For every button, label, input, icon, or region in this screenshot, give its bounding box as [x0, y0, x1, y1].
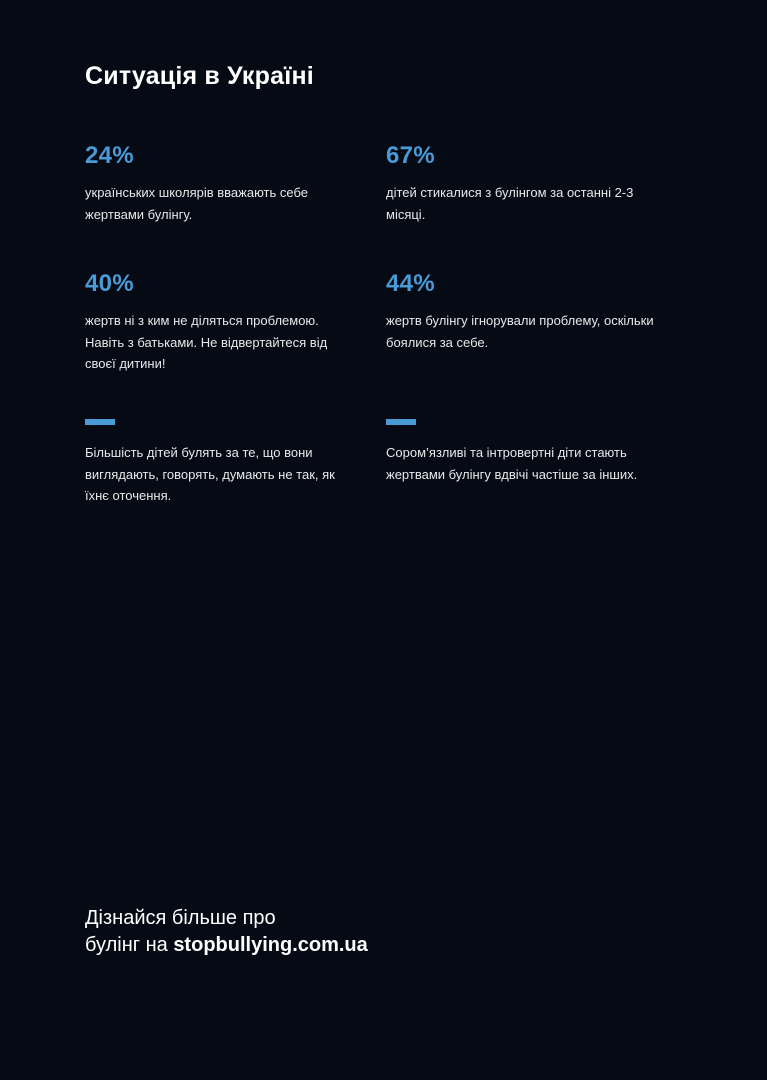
- stat-value: 40%: [85, 270, 134, 297]
- stat-value: 24%: [85, 142, 134, 169]
- stat-description: українських школярів вважають себе жертвами булінгу.: [85, 185, 308, 222]
- accent-dash: [386, 419, 416, 425]
- note-block: [386, 419, 656, 485]
- website-link[interactable]: stopbullying.com.ua: [173, 934, 368, 956]
- stat-block: [85, 270, 360, 375]
- footer: [85, 905, 368, 959]
- note-text: Сором’язливі та інтровертні діти стають жертвами булінгу вдвічі частіше за інших.: [386, 445, 638, 482]
- accent-dash: [85, 419, 115, 425]
- stat-block: [386, 270, 661, 353]
- stat-block: [85, 142, 360, 225]
- footer-line-2: [85, 932, 368, 959]
- note-block: [85, 419, 355, 507]
- stat-value: 44%: [386, 270, 435, 297]
- footer-line-1: Дізнайся більше про: [85, 907, 276, 929]
- stat-description: жертв ні з ким не діляться проблемою. Навіть з батьками. Не відвертайтеся від своєї дитини!: [85, 313, 328, 371]
- stat-description: жертв булінгу ігнорували проблему, оскільки боялися за себе.: [386, 313, 654, 350]
- stat-block: [386, 142, 661, 225]
- stat-description: дітей стикалися з булінгом за останні 2-3 місяці.: [386, 185, 634, 222]
- footer-line-2-prefix: булінг на: [85, 934, 174, 956]
- note-text: Більшість дітей булять за те, що вони виглядають, говорять, думають не так, як їхнє оточення.: [85, 445, 335, 503]
- page-title: Ситуація в Україні: [85, 62, 314, 90]
- stat-value: 67%: [386, 142, 435, 169]
